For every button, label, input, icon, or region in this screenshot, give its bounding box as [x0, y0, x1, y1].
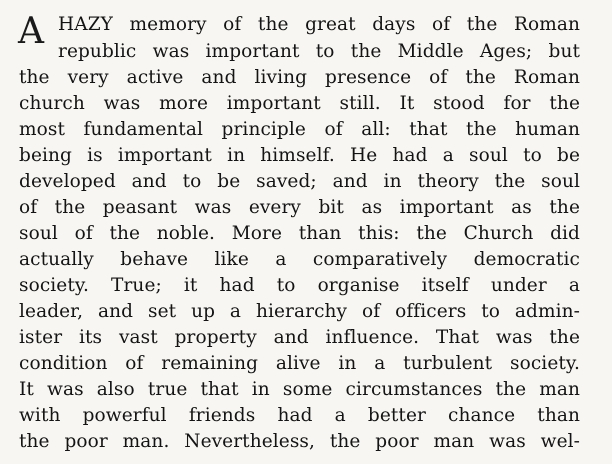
drop-cap: A — [18, 11, 44, 52]
text-line: developed and to be saved; and in theory the soul — [19, 171, 580, 192]
text-line: soul of the noble. More than this: the Church did — [19, 223, 580, 244]
text-line: being is important in himself. He had a soul to be — [19, 145, 580, 166]
text-line: actually behave like a comparatively democratic — [19, 249, 580, 270]
text-line: the very active and living presence of the Roman — [19, 67, 580, 88]
text-line: condition of remaining alive in a turbulent society. — [19, 353, 580, 374]
text-line: republic was important to the Middle Ages; but — [58, 41, 580, 62]
text-line: society. True; it had to organise itself under a — [19, 275, 580, 296]
text-line: church was more important still. It stood for the — [19, 93, 580, 114]
text-line: the poor man. Nevertheless, the poor man was wel- — [19, 431, 580, 452]
text-line: HAZY memory of the great days of the Roman — [58, 14, 580, 35]
text-line: leader, and set up a hierarchy of officers to admin- — [19, 301, 580, 322]
text-line: It was also true that in some circumstances the man — [19, 379, 580, 400]
text-line: with powerful friends had a better chance than — [19, 405, 580, 426]
text-line: ister its vast property and influence. That was the — [19, 327, 580, 348]
text-line: of the peasant was every bit as important as the — [19, 197, 580, 218]
text-line: most fundamental principle of all: that the human — [19, 119, 580, 140]
